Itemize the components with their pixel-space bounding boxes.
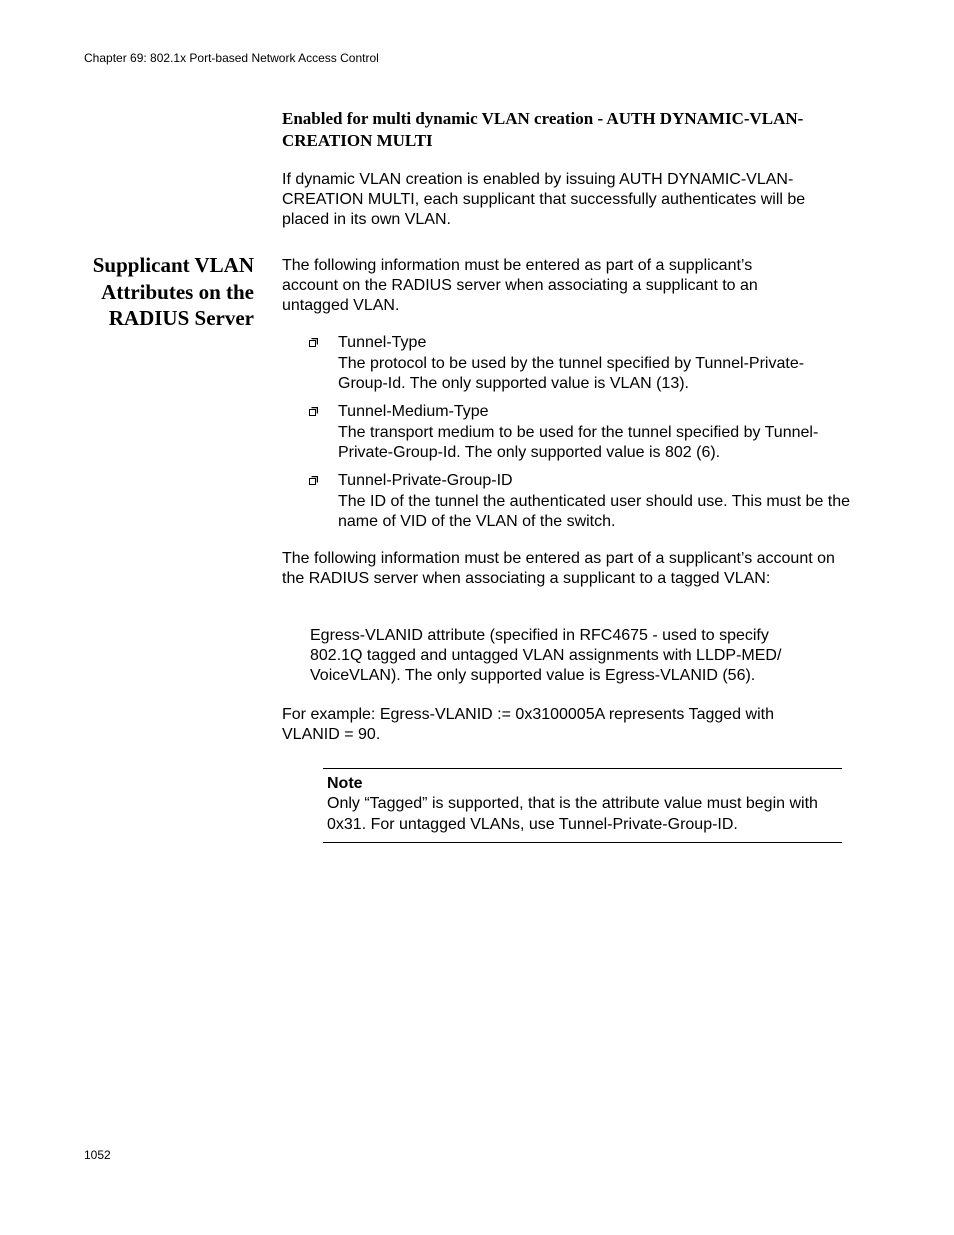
list-item-description: The transport medium to be used for the tunnel specified by Tunnel-Private-Group-Id. The only supported value is 802 (6). [338, 423, 819, 461]
list-item-description: The protocol to be used by the tunnel specified by Tunnel-Private-Group-Id. The only supported value is VLAN (13). [338, 354, 805, 392]
list-item [306, 333, 851, 395]
checkbox-bullet-icon [309, 476, 318, 485]
multi-vlan-paragraph: If dynamic VLAN creation is enabled by issuing AUTH DYNAMIC-VLAN-CREATION MULTI, each supplicant that successfully authenticates will be placed in its own VLAN. [282, 171, 806, 228]
list-item [306, 402, 851, 464]
note-title: Note [327, 775, 363, 792]
page-number: 1052 [84, 1148, 111, 1162]
section-title: Supplicant VLAN Attributes on the RADIUS Server [92, 253, 254, 330]
list-item-term: Tunnel-Private-Group-ID [338, 472, 513, 489]
checkbox-bullet-icon [309, 338, 318, 347]
checkbox-bullet-icon [309, 407, 318, 416]
list-item-term: Tunnel-Medium-Type [338, 403, 489, 420]
list-item [306, 471, 851, 533]
egress-paragraph: Egress-VLANID attribute (specified in RFC4675 - used to specify 802.1Q tagged and untagged VLAN assignments with LLDP-MED/ VoiceVLAN). The only supported value is Egress-VLANID (56). [310, 627, 782, 684]
example-paragraph: For example: Egress-VLANID := 0x3100005A represents Tagged with VLANID = 90. [282, 706, 774, 743]
list-item-description: The ID of the tunnel the authenticated user should use. This must be the name of VID of the VLAN of the switch. [338, 492, 851, 530]
untagged-intro-paragraph: The following information must be entered as part of a supplicant’s account on the RADIUS server when associating a supplicant to an untagged VLAN. [282, 257, 758, 314]
subsection-heading: Enabled for multi dynamic VLAN creation - AUTH DYNAMIC-VLAN-CREATION MULTI [282, 109, 804, 150]
tagged-intro-paragraph: The following information must be entered as part of a supplicant’s account on the RADIUS server when associating a supplicant to a tagged VLAN: [282, 550, 835, 587]
attribute-list [306, 333, 851, 540]
list-item-term: Tunnel-Type [338, 334, 427, 351]
running-header: Chapter 69: 802.1x Port-based Network Access Control [84, 51, 379, 65]
note-text: Only “Tagged” is supported, that is the attribute value must begin with 0x31. For untagged VLANs, use Tunnel-Private-Group-ID. [327, 795, 818, 833]
note-box [323, 768, 842, 843]
